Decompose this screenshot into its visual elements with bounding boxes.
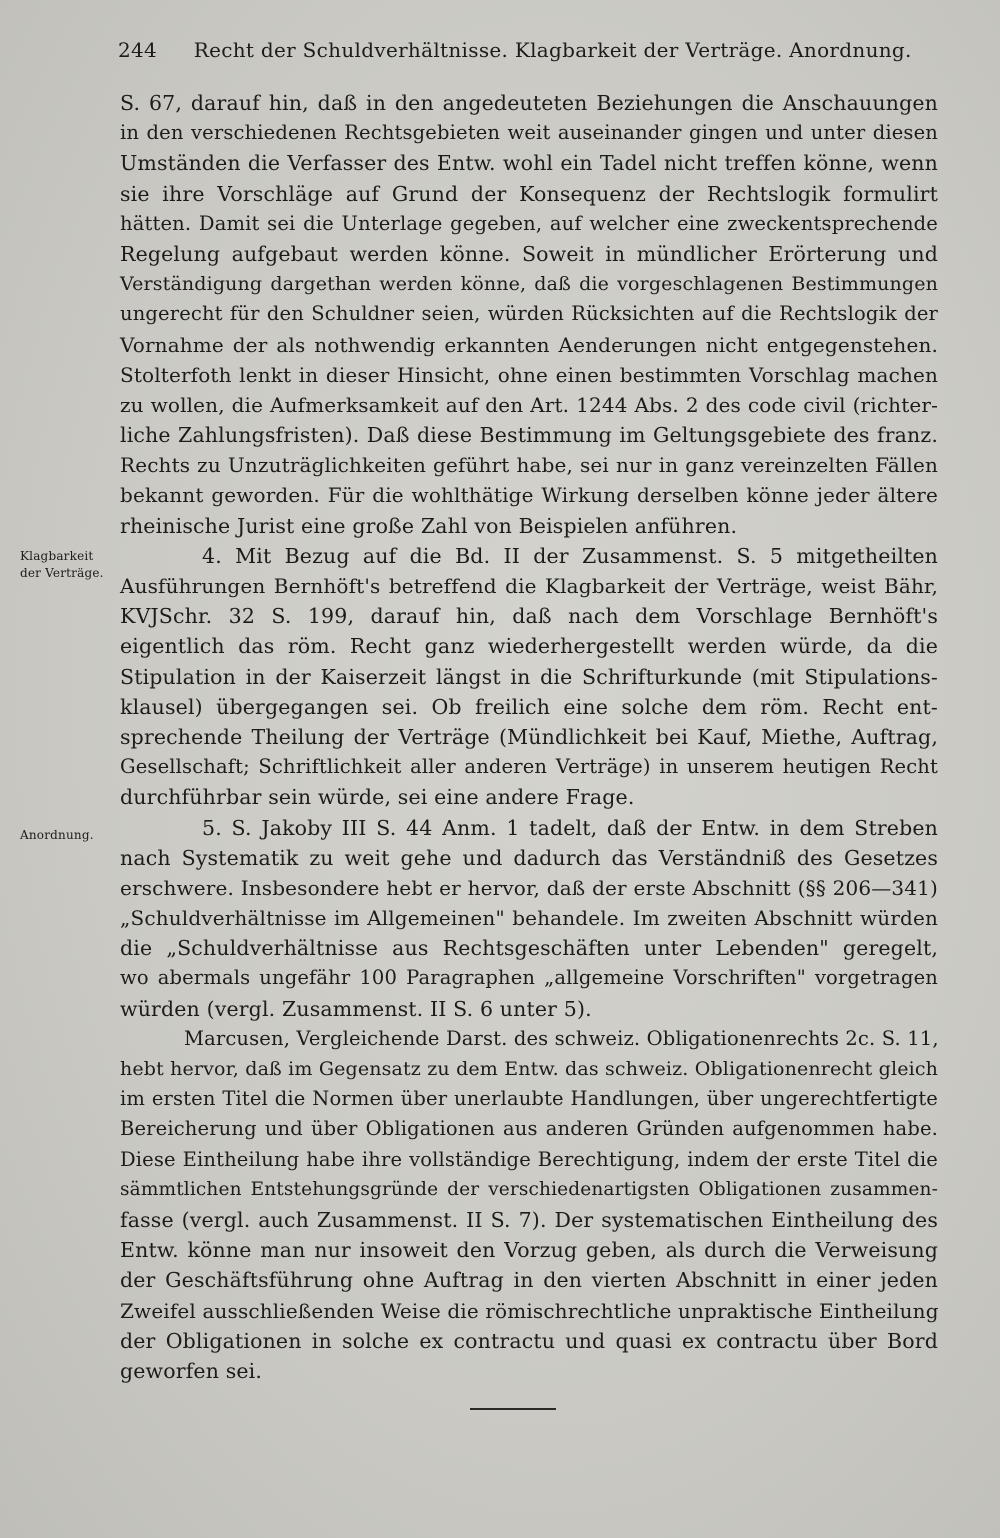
text-line: wo abermals ungefähr 100 Paragraphen „allgemeine Vorschriften" vorgetragen xyxy=(120,966,938,990)
text-line: durchführbar sein würde, sei eine andere Frage. xyxy=(120,785,635,810)
margin-note-line: Klagbarkeit xyxy=(20,549,94,563)
body-text xyxy=(120,88,938,1386)
text-line: „Schuldverhältnisse im Allgemeinen" behandele. Im zweiten Abschnitt würden xyxy=(120,906,938,931)
text-line: Umständen die Verfasser des Entw. wohl ein Tadel nicht treffen könne, wenn xyxy=(120,151,938,176)
text-line: zu wollen, die Aufmerksamkeit auf den Art. 1244 Abs. 2 des code civil (richter- xyxy=(120,392,938,417)
text-line: ungerecht für den Schuldner seien, würden Rücksichten auf die Rechtslogik der xyxy=(120,302,938,326)
text-line: sprechende Theilung der Verträge (Mündlichkeit bei Kauf, Miethe, Auftrag, xyxy=(120,724,938,749)
text-line: in den verschiedenen Rechtsgebieten weit auseinander gingen und unter diesen xyxy=(120,121,938,145)
text-line: Zweifel ausschließenden Weise die römischrechtliche unpraktische Eintheilung xyxy=(120,1298,939,1323)
running-title: Recht der Schuldverhältnisse. Klagbarkeit der Verträge. Anordnung. xyxy=(193,38,912,62)
text-line: Marcusen, Vergleichende Darst. des schweiz. Obligationenrechts 2c. S. 11, xyxy=(184,1026,939,1050)
margin-note-klagbarkeit xyxy=(20,548,120,582)
text-line: hebt hervor, daß im Gegensatz zu dem Entw. das schweiz. Obligationenrecht gleich xyxy=(120,1058,938,1080)
text-line: Stipulation in der Kaiserzeit längst in die Schrifturkunde (mit Stipulations- xyxy=(120,664,938,689)
text-line: Bereicherung und über Obligationen aus anderen Gründen aufgenommen habe. xyxy=(120,1117,938,1141)
text-line: eigentlich das röm. Recht ganz wiederhergestellt werden würde, da die xyxy=(120,634,938,659)
text-line: Ausführungen Bernhöft's betreffend die Klagbarkeit der Verträge, weist Bähr, xyxy=(120,574,938,598)
text-line: klausel) übergegangen sei. Ob freilich eine solche dem röm. Recht ent- xyxy=(120,694,938,719)
text-line: Entw. könne man nur insoweit den Vorzug geben, als durch die Verweisung xyxy=(120,1238,938,1263)
text-line: nach Systematik zu weit gehe und dadurch das Verständniß des Gesetzes xyxy=(120,845,938,870)
text-line: würden (vergl. Zusammenst. II S. 6 unter 5). xyxy=(120,996,592,1021)
text-line: rheinische Jurist eine große Zahl von Beispielen anführen. xyxy=(120,513,738,538)
text-line: 4. Mit Bezug auf die Bd. II der Zusammenst. S. 5 mitgetheilten xyxy=(202,543,938,568)
text-line: S. 67, darauf hin, daß in den angedeuteten Beziehungen die Anschauungen xyxy=(120,91,938,115)
text-line: Stolterfoth lenkt in dieser Hinsicht, ohne einen bestimmten Vorschlag machen xyxy=(120,362,938,387)
text-line: sämmtlichen Entstehungsgründe der verschiedenartigsten Obligationen zusammen- xyxy=(120,1178,938,1200)
text-line: geworfen sei. xyxy=(120,1358,263,1383)
text-line: der Geschäftsführung ohne Auftrag in den vierten Abschnitt in einer jeden xyxy=(120,1268,938,1293)
margin-note-line: Anordnung. xyxy=(20,828,94,842)
text-line: Gesellschaft; Schriftlichkeit aller anderen Verträge) in unserem heutigen Recht xyxy=(120,755,938,779)
margin-note-line: der Verträge. xyxy=(20,566,104,580)
section-end-rule xyxy=(470,1408,556,1410)
text-line: sie ihre Vorschläge auf Grund der Konsequenz der Rechtslogik formulirt xyxy=(120,181,938,206)
text-line: die „Schuldverhältnisse aus Rechtsgeschäften unter Lebenden" geregelt, xyxy=(120,936,938,961)
text-line: Regelung aufgebaut werden könne. Soweit in mündlicher Erörterung und xyxy=(120,241,938,266)
text-line: Vornahme der als nothwendig erkannten Aenderungen nicht entgegenstehen. xyxy=(120,332,938,357)
margin-note-anordnung xyxy=(20,827,120,844)
text-line: liche Zahlungsfristen). Daß diese Bestimmung im Geltungsgebiete des franz. xyxy=(120,423,938,448)
page-number: 244 xyxy=(118,38,158,62)
text-line: fasse (vergl. auch Zusammenst. II S. 7). Der systematischen Eintheilung des xyxy=(120,1207,938,1232)
text-line: KVJSchr. 32 S. 199, darauf hin, daß nach dem Vorschlage Bernhöft's xyxy=(120,604,938,629)
running-head xyxy=(118,38,912,62)
text-line: erschwere. Insbesondere hebt er hervor, daß der erste Abschnitt (§§ 206—341) xyxy=(120,875,938,900)
text-line: Verständigung dargethan werden könne, daß die vorgeschlagenen Bestimmungen xyxy=(120,273,938,296)
text-line: der Obligationen in solche ex contractu und quasi ex contractu über Bord xyxy=(120,1328,938,1353)
text-line: im ersten Titel die Normen über unerlaubte Handlungen, über ungerechtfertigte xyxy=(120,1087,938,1111)
text-line: Rechts zu Unzuträglichkeiten geführt habe, sei nur in ganz vereinzelten Fällen xyxy=(120,453,938,478)
text-line: Diese Eintheilung habe ihre vollständige Berechtigung, indem der erste Titel die xyxy=(120,1147,938,1171)
text-line: 5. S. Jakoby III S. 44 Anm. 1 tadelt, daß der Entw. in dem Streben xyxy=(202,815,938,840)
text-line: bekannt geworden. Für die wohlthätige Wirkung derselben könne jeder ältere xyxy=(120,483,938,508)
text-line: hätten. Damit sei die Unterlage gegeben, auf welcher eine zweckentsprechende xyxy=(120,211,938,235)
